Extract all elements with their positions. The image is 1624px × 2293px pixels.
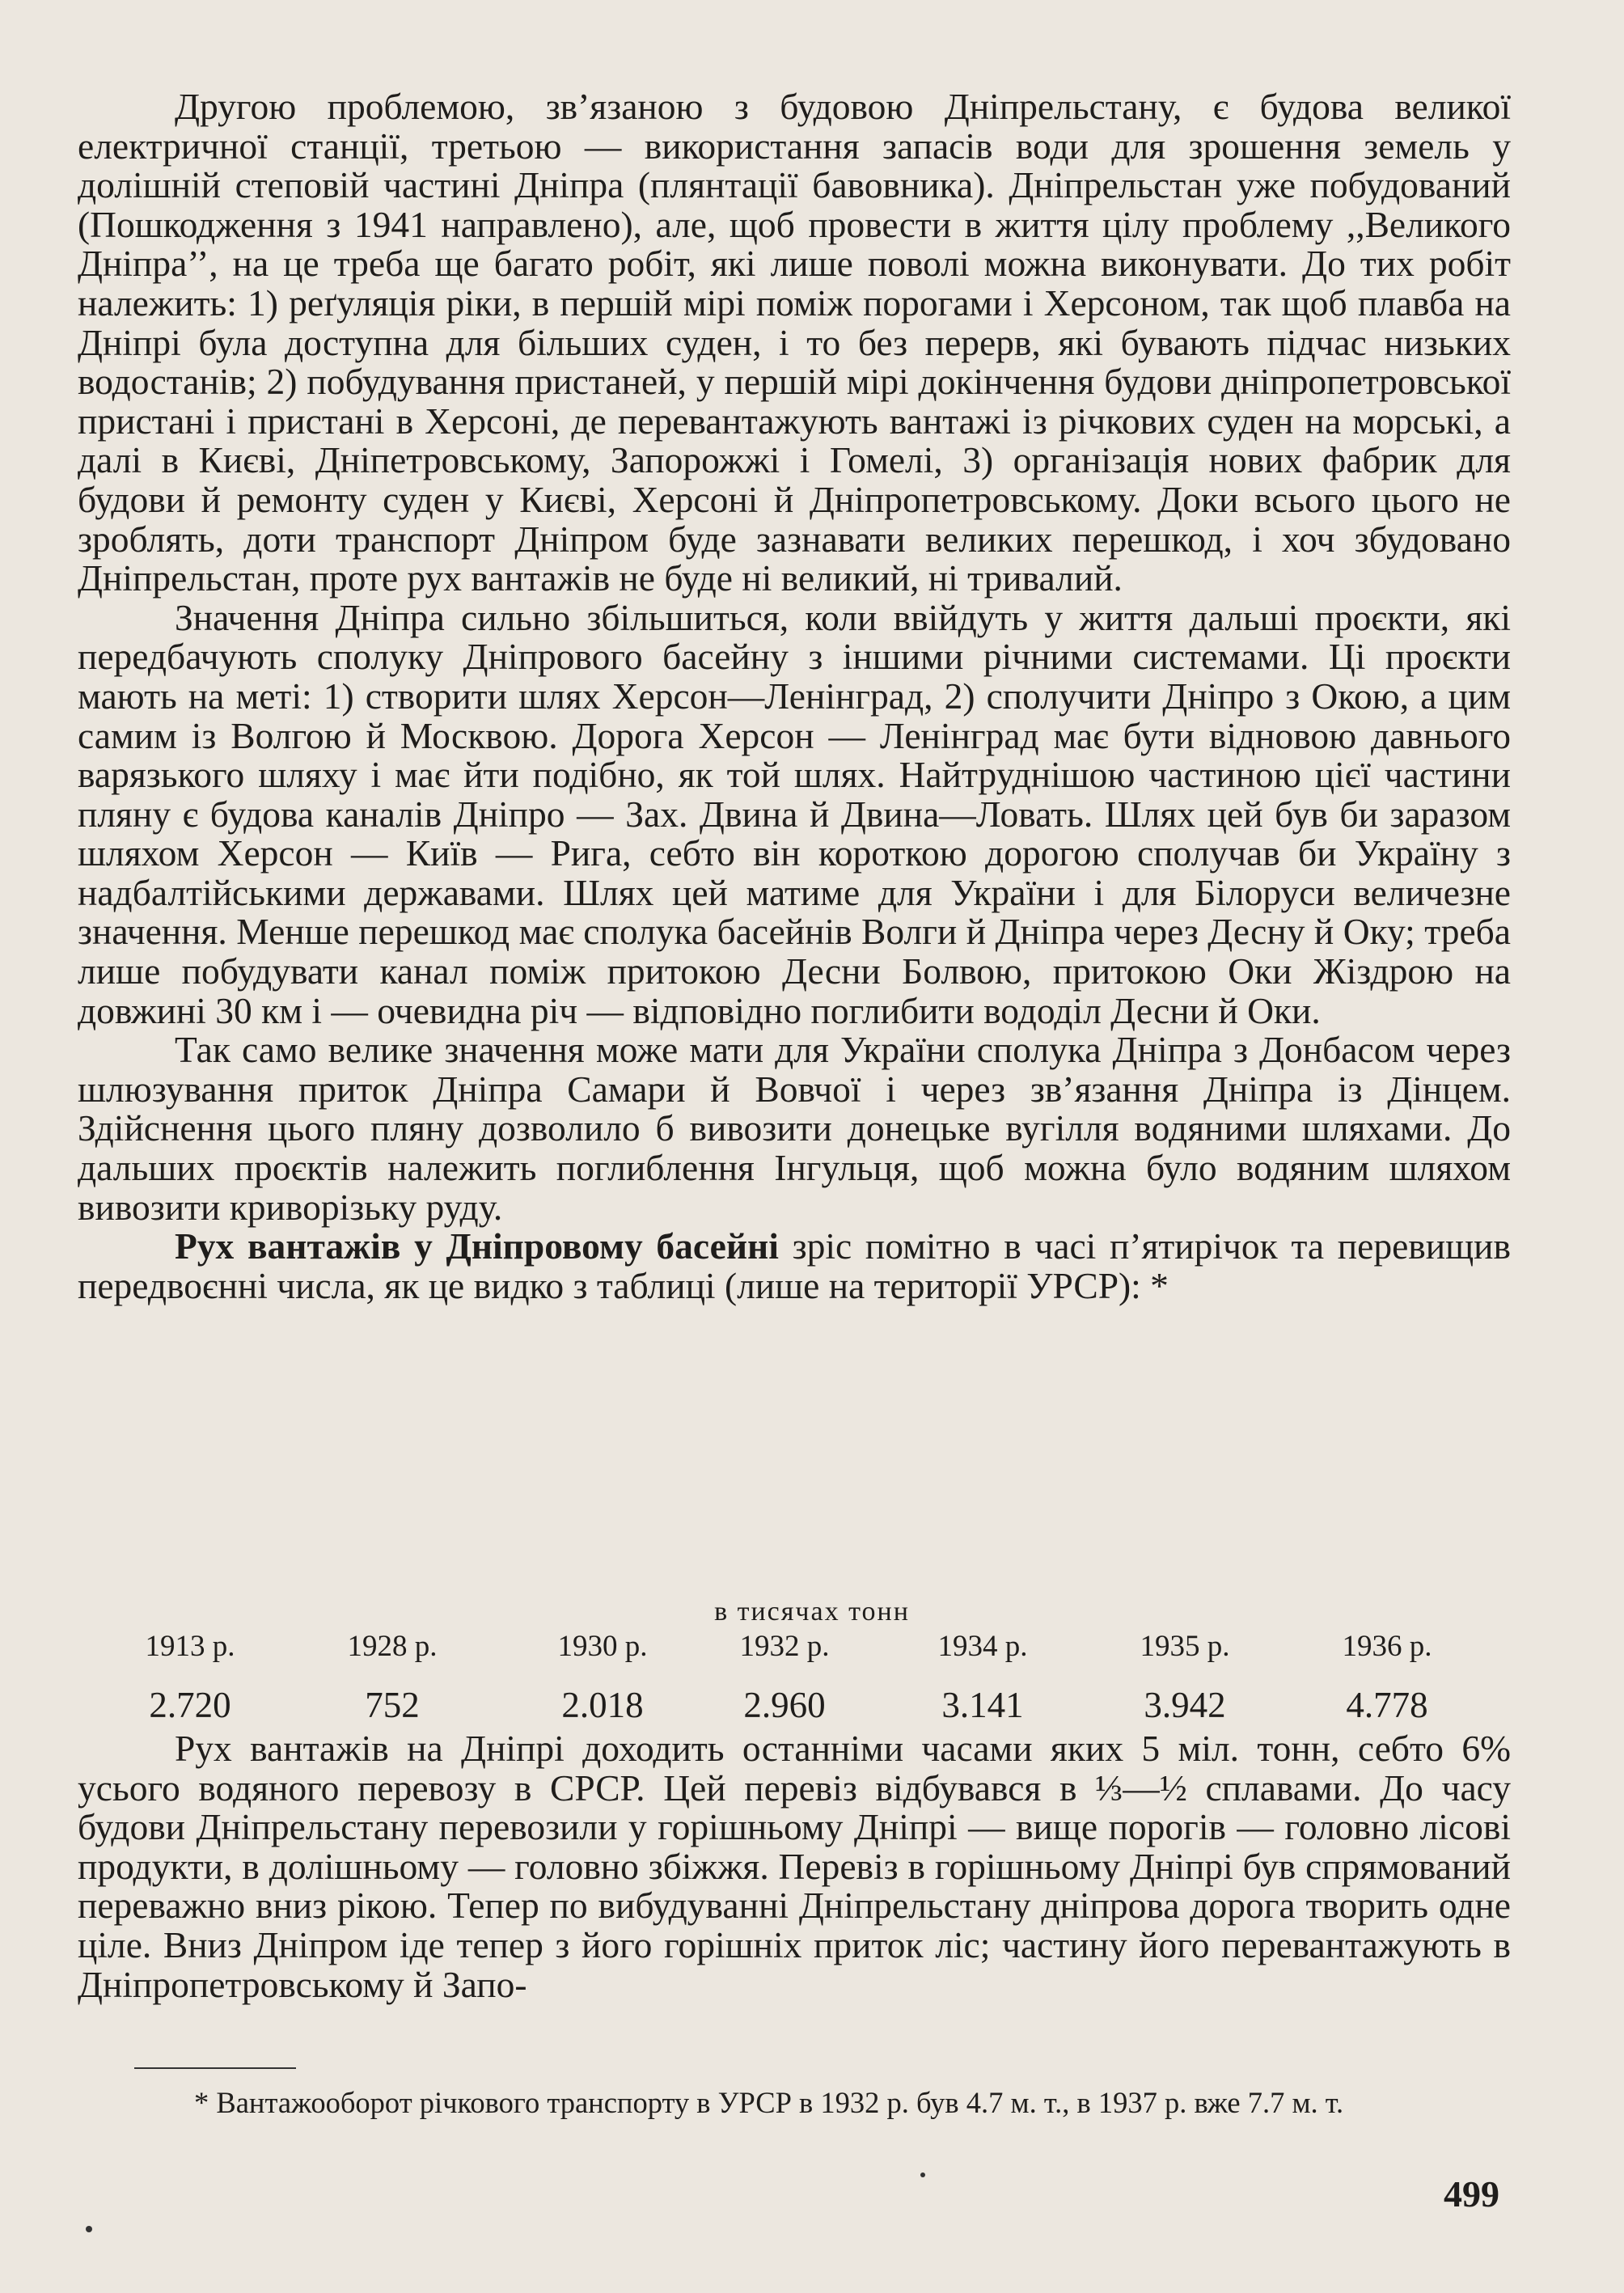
print-speck — [86, 2226, 92, 2232]
main-text-lower — [78, 1729, 1511, 2004]
table-value: 4.778 — [1346, 1685, 1428, 1725]
table-value: 2.960 — [743, 1685, 826, 1725]
paragraph-4 — [78, 1227, 1511, 1305]
footnote-text: * Вантажооборот річкового транспорту в УРСР в 1932 р. був 4.7 м. т., в 1937 р. вже 7.7 м. т. — [194, 2086, 1344, 2119]
page-number: 499 — [1444, 2173, 1499, 2215]
table-column — [315, 1629, 469, 1726]
paragraph-3: Так само велике значення може мати для України сполука Дніпра з Донбасом через шлюзування приток Дніпра Самари й Вовчої і через зв’язання Дніпра із Дінцем. Здійснення цього пляну дозволило б вивозити донецьке вугілля водяними шляхами. До дальших проєктів належить поглиблення Інгульця, щоб можна було водяним шляхом вивозити криворізьку руду. — [78, 1029, 1511, 1228]
paragraph-4-bold: Рух вантажів у Дніпровому басейні — [175, 1225, 779, 1267]
table-column — [708, 1629, 861, 1726]
table-value: 752 — [365, 1685, 420, 1725]
table-year: 1936 р. — [1342, 1630, 1432, 1663]
table-column — [526, 1629, 679, 1726]
table-year: 1932 р. — [739, 1630, 830, 1663]
footnote-divider — [134, 2067, 296, 2069]
table-column — [906, 1629, 1059, 1726]
cargo-table — [0, 1629, 1624, 1726]
table-column — [1310, 1629, 1464, 1726]
table-unit-label: в тисячах тонн — [714, 1597, 910, 1627]
table-value: 2.720 — [149, 1685, 231, 1725]
paragraph-2: Значення Дніпра сильно збільшиться, коли ввійдуть у життя дальші проєкти, які передбачують сполуку Дніпрового басейну з іншими річними системами. Ці проєкти мають на меті: 1) створити шлях Херсон—Ленінград, 2) сполучити Дніпро з Окою, а цим самим із Волгою й Москвою. Дорога Херсон — Ленінград має бути відновою давнього варязького шляху і має йти подібно, як той шлях. Найтруднішою частиною цієї частини пляну є будова каналів Дніпро — Зах. Двина й Двина—Ловать. Шлях цей був би заразом шляхом Херсон — Київ — Рига, себто він короткою дорогою сполучав би Україну з надбалтійськими державами. Шлях цей матиме для України і для Білоруси величезне значення. Менше перешкод має сполука басейнів Волги й Дніпра через Десну й Оку; треба лише побудувати канал поміж притокою Десни Болвою, притокою Оки Жіздрою на довжині 30 км і — очевидна річ — відповідно поглибити вододіл Десни й Оки. — [78, 596, 1511, 1031]
table-column — [1108, 1629, 1262, 1726]
table-year: 1934 р. — [937, 1630, 1028, 1663]
table-year: 1928 р. — [347, 1630, 438, 1663]
main-text-upper — [78, 87, 1511, 1305]
paragraph-4-text: зріс помітно в часі п’ятирічок та перевищив передвоєнні числа, як це видко з таблиці (лише на території УРСР): * — [78, 1225, 1511, 1306]
table-value: 3.942 — [1144, 1685, 1226, 1725]
paragraph-1: Другою проблемою, зв’язаною з будовою Дніпрельстану, є будова великої електричної станції, третьою — використання запасів води для зрошення земель у долішній степовій частині Дніпра (плянтації бавовника). Дніпрельстан уже побудований (Пошкодження з 1941 направлено), але, щоб провести в життя цілу проблему ,,Великого Дніпра’’, на це треба ще багато робіт, які лише поволі можна виконувати. До тих робіт належить: 1) реґуляція ріки, в першій мірі поміж порогами і Херсоном, так щоб плавба на Дніпрі була доступна для більших суден, і то без перерв, які бувають підчас низьких водостанів; 2) побудування пристаней, у першій мірі докінчення будови дніпропетровської пристані і пристані в Херсоні, де перевантажують вантажі із річкових суден на морські, а далі в Києві, Дніпетровському, Запорожжі і Гомелі, 3) організація нових фабрик для будови й ремонту суден у Києві, Херсоні й Дніпропетровському. Доки всього цього не зроблять, доти транспорт Дніпром буде зазнавати великих перешкод, і хоч збудовано Дніпрельстан, проте рух вантажів не буде ні великий, ні тривалий. — [78, 86, 1511, 599]
table-value: 3.141 — [941, 1685, 1024, 1725]
table-year: 1935 р. — [1140, 1630, 1230, 1663]
table-year: 1930 р. — [557, 1630, 648, 1663]
table-value: 2.018 — [561, 1685, 644, 1725]
table-year: 1913 р. — [145, 1630, 235, 1663]
paragraph-5: Рух вантажів на Дніпрі доходить останніми часами яких 5 міл. тонн, себто 6% усього водяного перевозу в СРСР. Цей перевіз відбувався в ⅓—½ сплавами. До часу будови Дніпрельстану перевозили у горішньому Дніпрі — вище порогів — головно лісові продукти, в долішньому — головно збіжжя. Перевіз в горішньому Дніпрі був спрямований переважно вниз рікою. Тепер по вибудуванні Дніпрельстану дніпрова дорога творить одне ціле. Вниз Дніпром іде тепер з його горішніх приток ліс; частину його перевантажують в Дніпропетровському й Запо- — [78, 1728, 1511, 2005]
print-speck — [920, 2172, 925, 2177]
table-column — [113, 1629, 267, 1726]
footnote — [87, 2080, 1511, 2126]
